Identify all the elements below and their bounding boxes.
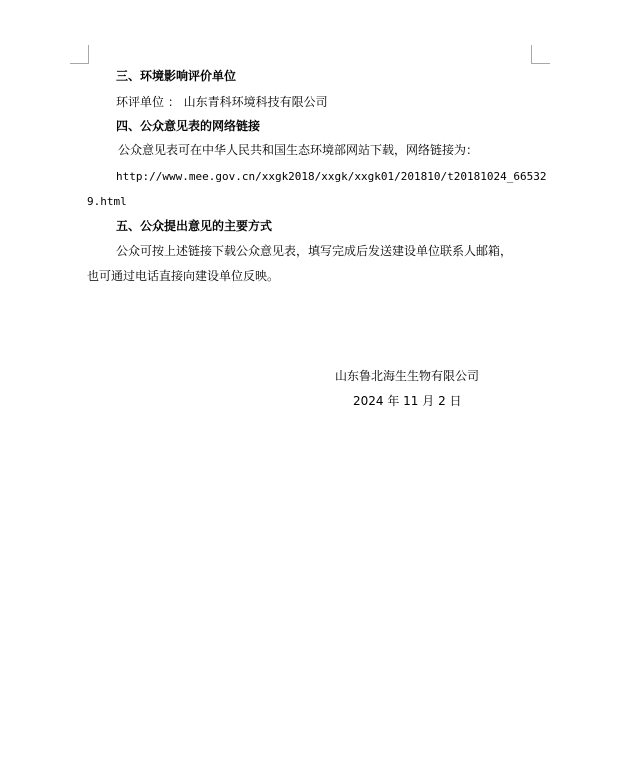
section5-text-line-2: 也可通过电话直接向建设单位反映。 [87,269,280,283]
url-line-2: 9.html [87,195,127,208]
signature-company: 山东鲁北海生生物有限公司 [335,369,480,383]
section4-text: 公众意见表可在中华人民共和国生态环境部网站下载，网络链接为： [118,143,479,157]
section4-heading: 四、公众意见表的网络链接 [116,119,261,133]
section5-text-line-1: 公众可按上述链接下载公众意见表，填写完成后发送建设单位联系人邮箱， [116,244,513,258]
crop-mark-top-left [70,45,89,64]
section3-heading: 三、环境影响评价单位 [116,69,237,83]
crop-mark-top-right [531,45,550,64]
signature-date: 2024 年 11 月 2 日 [353,394,462,408]
url-line-1: http://www.mee.gov.cn/xxgk2018/xxgk/xxgk01/201810/t20181024_66532 [116,170,547,183]
section5-heading: 五、公众提出意见的主要方式 [116,219,273,233]
section3-text: 环评单位 ： 山东青科环境科技有限公司 [116,95,328,109]
